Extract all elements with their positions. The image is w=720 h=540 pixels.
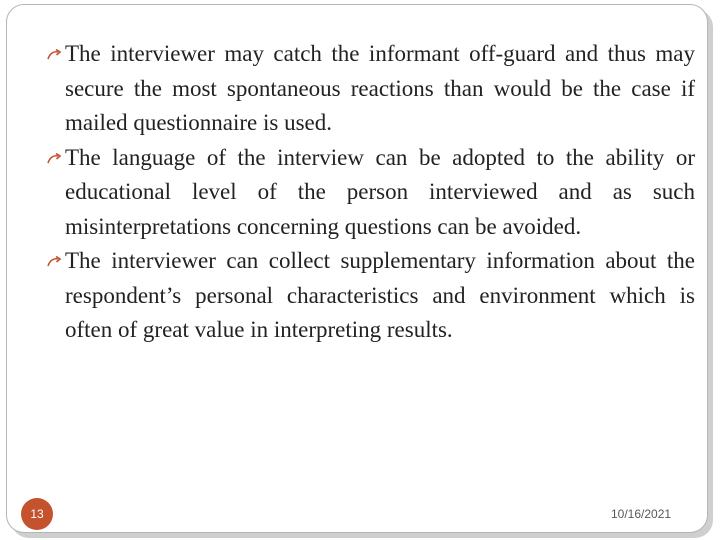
bullet-text: The interviewer can collect supplementary information about the respondent’s personal characteristics and environment which is often of great value in interpreting results. bbox=[65, 248, 695, 342]
bullet-list bbox=[47, 37, 695, 348]
bullet-item bbox=[47, 141, 695, 245]
bullet-item bbox=[47, 37, 695, 141]
curved-arrow-icon bbox=[47, 256, 61, 268]
bullet-item bbox=[47, 244, 695, 348]
curved-arrow-icon bbox=[47, 49, 61, 61]
curved-arrow-icon bbox=[47, 153, 61, 165]
slide-date: 10/16/2021 bbox=[611, 507, 672, 521]
bullet-text: The language of the interview can be adopted to the ability or educational level of the person interviewed and as such misinterpretations concerning questions can be avoided. bbox=[65, 144, 695, 239]
bullet-text: The interviewer may catch the informant off-guard and thus may secure the most spontaneous reactions than would be the case if mailed questionnaire is used. bbox=[65, 41, 695, 135]
slide-number: 13 bbox=[21, 498, 53, 530]
slide-frame bbox=[6, 4, 708, 533]
